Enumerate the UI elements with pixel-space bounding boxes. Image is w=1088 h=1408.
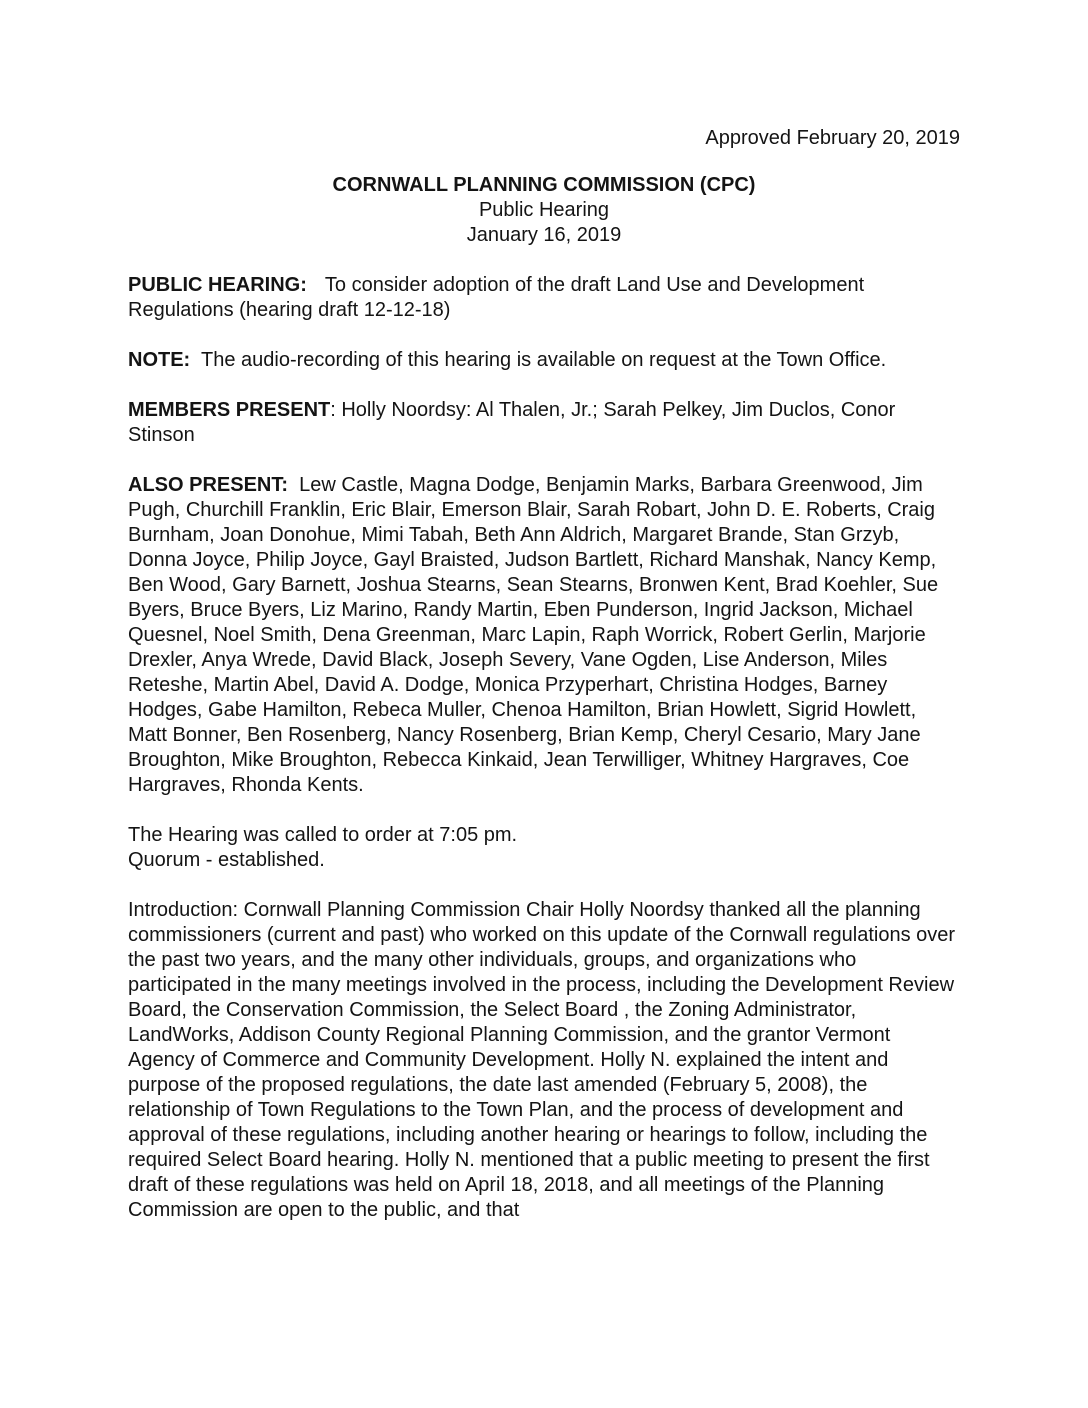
document-title: CORNWALL PLANNING COMMISSION (CPC)	[332, 174, 756, 196]
also-present-label: ALSO PRESENT:	[128, 474, 289, 496]
note-section	[128, 348, 960, 373]
members-present-label: MEMBERS PRESENT	[128, 399, 331, 421]
quorum-line: Quorum - established.	[128, 849, 325, 871]
members-present-section	[128, 398, 960, 448]
note-text: The audio-recording of this hearing is available on request at the Town Office.	[200, 349, 887, 371]
public-hearing-label: PUBLIC HEARING:	[128, 274, 307, 296]
meeting-date: January 16, 2019	[466, 224, 622, 246]
also-present-section	[128, 473, 960, 798]
document-subtitle: Public Hearing	[478, 199, 610, 221]
also-present-text: Lew Castle, Magna Dodge, Benjamin Marks, Barbara Greenwood, Jim Pugh, Churchill Franklin, Eric Blair, Emerson Blair, Sarah Robart, John D. E. Roberts, Craig Burnham, Joan Donohue, Mimi Tabah, Beth Ann Aldrich, Margaret Brande, Stan Grzyb, Donna Joyce, Philip Joyce, Gayl Braisted, Judson Bartlett, Richard Manshak, Nancy Kemp, Ben Wood, Gary Barnett, Joshua Stearns, Sean Stearns, Bronwen Kent, Brad Koehler, Sue Byers, Bruce Byers, Liz Marino, Randy Martin, Eben Punderson, Ingrid Jackson, Michael Quesnel, Noel Smith, Dena Greenman, Marc Lapin, Raph Worrick, Robert Gerlin, Marjorie Drexler, Anya Wrede, David Black, Joseph Severy, Vane Ogden, Lise Anderson, Miles Reteshe, Martin Abel, David A. Dodge, Monica Przyperhart, Christina Hodges, Barney Hodges, Gabe Hamilton, Rebeca Muller, Chenoa Hamilton, Brian Howlett, Sigrid Howlett, Matt Bonner, Ben Rosenberg, Nancy Rosenberg, Brian Kemp, Cheryl Cesario, Mary Jane Broughton, Mike Broughton, Rebecca Kinkaid, Jean Terwilliger, Whitney Hargraves, Coe Hargraves, Rhonda Kents.	[128, 474, 939, 796]
note-label: NOTE:	[128, 349, 191, 371]
call-to-order-section	[128, 823, 960, 873]
document-page	[128, 126, 960, 1223]
introduction-section	[128, 898, 960, 1223]
public-hearing-text: To consider adoption of the draft Land Use and Development Regulations (hearing draft 12-12-18)	[128, 274, 865, 321]
introduction-text: Introduction: Cornwall Planning Commission Chair Holly Noordsy thanked all the planning commissioners (current and past) who worked on this update of the Cornwall regulations over the past two years, and the many other individuals, groups, and organizations who participated in the many meetings involved in the process, including the Development Review Board, the Conservation Commission, the Select Board , the Zoning Administrator, LandWorks, Addison County Regional Planning Commission, and the grantor Vermont Agency of Commerce and Community Development. Holly N. explained the intent and purpose of the proposed regulations, the date last amended (February 5, 2008), the relationship of Town Regulations to the Town Plan, and the process of development and approval of these regulations, including another hearing or hearings to follow, including the required Select Board hearing. Holly N. mentioned that a public meeting to present the first draft of these regulations was held on April 18, 2018, and all meetings of the Planning Commission are open to the public, and that	[128, 899, 956, 1221]
call-to-order-line: The Hearing was called to order at 7:05 pm.	[128, 824, 518, 846]
approval-date: Approved February 20, 2019	[705, 127, 960, 149]
members-present-text: : Holly Noordsy: Al Thalen, Jr.; Sarah Pelkey, Jim Duclos, Conor Stinson	[128, 399, 896, 446]
public-hearing-section	[128, 273, 960, 323]
document-header	[128, 173, 960, 248]
